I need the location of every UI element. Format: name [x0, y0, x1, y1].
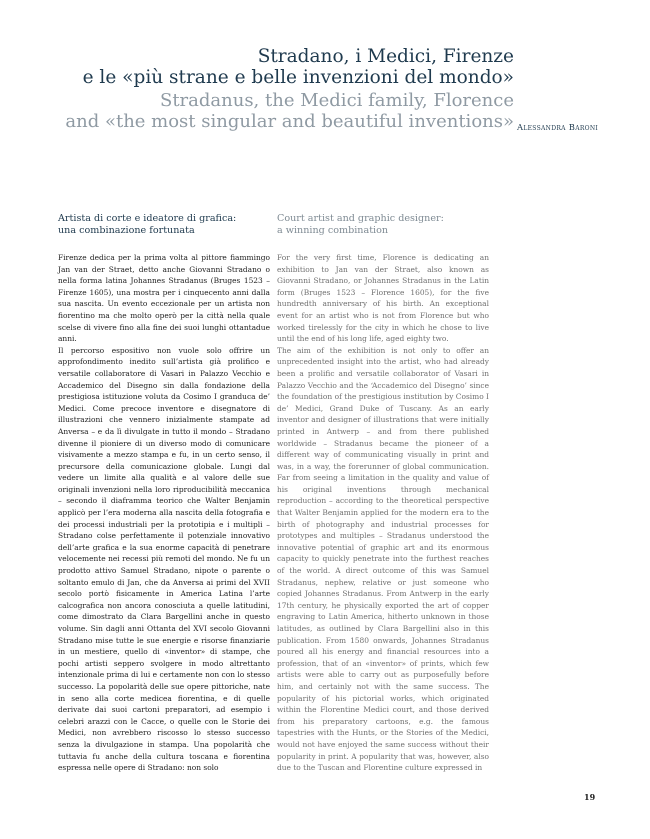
- english-column: [277, 213, 489, 774]
- english-section-heading: [277, 213, 489, 237]
- italian-column: [58, 213, 270, 774]
- italian-body-text: [58, 252, 270, 774]
- italian-heading-line-2: una combinazione fortunata: [58, 225, 195, 236]
- english-paragraph-2: The aim of the exhibition is not only to offer an unprecedented insight into the artist, who had already been a prolific and versatile collaborator of Vasari in Palazzo Vecchio and the ‘Accademico del Disegno’ since the foundation of the prestigious institution by Cosimo I de’ Medici, Grand Duke of Tuscany. As an early inventor and designer of illustrations that were initially printed in Antwerp – and from there published worldwide – Stradanus became the pioneer of a different way of communicating visually in print and was, in a way, the forerunner of global communication. Far from seeing a limitation in the quality and value of his original inventions through mechanical reproduction – according to the theoretical perspective that Walter Benjamin applied for the modern era to the birth of photography and industrial processes for prototypes and multiples – Stradanus understood the innovative potential of graphic art and its enormous capacity to quickly penetrate into the furthest reaches of the world. A direct outcome of this was Samuel Stradanus, nephew, relative or just someone who copied Johannes Stradanus. From Antwerp in the early 17th century, he physically exported the art of copper engraving to Latin America, hitherto unknown in those latitudes, as outlined by Clara Bargellini also in this publication. From 1580 onwards, Johannes Stradanus poured all his energy and financial resources into a profession, that of an «inventor» of prints, which few artists were able to carry out as purposefully before him, and certainly not with the same success. The popularity of his pictorial works, which originated within the Florentine Medici court, and those derived from his preparatory cartoons, e.g. the famous tapestries with the Hunts, or the Stories of the Medici, would not have enjoyed the same success without their popularity in print. A popularity that was, however, also due to the Tuscan and Florentine culture expressed in: [277, 345, 489, 773]
- title-block: [65, 46, 514, 132]
- italian-section-heading: [58, 213, 270, 237]
- italian-paragraph-1: Firenze dedica per la prima volta al pittore fiammingo Jan van der Straet, detto anche Giovanni Stradano o nella forma latina Johannes Stradanus (Bruges 1523 – Firenze 1605), una mostra per i cinquecento anni dalla sua nascita. Un evento eccezionale per un artista non fiorentino ma che molto operò per la città nella quale scelse di vivere fino alla fine dei suoi lunghi ottantadue anni.: [58, 253, 270, 344]
- page-number: 19: [584, 792, 596, 802]
- italian-title-line-1: Stradano, i Medici, Firenze: [257, 46, 514, 67]
- italian-title-line-2: e le «più strane e belle invenzioni del mondo»: [82, 67, 514, 88]
- english-title-line-1: Stradanus, the Medici family, Florence: [159, 90, 514, 111]
- english-title-line-2: and «the most singular and beautiful inventions»: [65, 111, 514, 132]
- english-heading-line-1: Court artist and graphic designer:: [277, 213, 444, 224]
- english-body-text: [277, 252, 489, 774]
- italian-paragraph-2: Il percorso espositivo non vuole solo offrire un approfondimento inedito sull’artista già prolifico e versatile collaboratore di Vasari in Palazzo Vecchio e Accademico del Disegno sin dalla fondazione della prestigiosa istituzione voluta da Cosimo I granduca de’ Medici. Come precoce inventore e disegnatore di illustrazioni che vennero inizialmente stampate ad Anversa – e da lì divulgate in tutto il mondo – Stradano divenne il pioniere di un diverso modo di comunicare visivamente a mezzo stampa e fu, in un certo senso, il precursore della comunicazione globale. Lungi dal vedere un limite alla qualità e al valore delle sue originali invenzioni nella loro riproducibilità meccanica – secondo il diaframma teorico che Walter Benjamin applicò per l’era moderna alla nascita della fotografia e dei processi industriali per la prototipia e i multipli – Stradano colse perfettamente il potenziale innovativo dell’arte grafica e la sua enorme capacità di penetrare velocemente nei recessi più remoti del mondo. Ne fu un prodotto attivo Samuel Stradano, nipote o parente o soltanto emulo di Jan, che da Anversa ai primi del XVII secolo portò fisicamente in America Latina l’arte calcografica non ancora conosciuta a quelle latitudini, come dimostrato da Clara Bargellini anche in questo volume. Sin dagli anni Ottanta del XVI secolo Giovanni Stradano mise tutte le sue energie e risorse finanziarie in un mestiere, quello di «inventor» di stampe, che pochi artisti seppero svolgere in modo altrettanto intenzionale prima di lui e certamente non con lo stesso successo. La popolarità delle sue opere pittoriche, nate in seno alla corte medicea fiorentina, e di quelle derivate dai suoi cartoni preparatori, ad esempio i celebri arazzi con le Cacce, o quelle con le Storie dei Medici, non avrebbero riscosso lo stesso successo senza la divulgazione in stampa. Una popolarità che tuttavia fu anche della cultura toscana e fiorentina espressa nelle opere di Stradano: non solo: [58, 345, 270, 773]
- author-name: Alessandra Baroni: [517, 122, 599, 132]
- english-paragraph-1: For the very first time, Florence is dedicating an exhibition to Jan van der Straet, also known as Giovanni Stradano, or Johannes Stradanus in the Latin form (Bruges 1523 – Florence 1605), for the five hundredth anniversary of his birth. An exceptional event for an artist who is not from Florence but who worked tirelessly for the city in which he chose to live until the end of his long life, aged eighty two.: [277, 253, 489, 344]
- italian-heading-line-1: Artista di corte e ideatore di grafica:: [58, 213, 237, 224]
- english-heading-line-2: a winning combination: [277, 225, 389, 236]
